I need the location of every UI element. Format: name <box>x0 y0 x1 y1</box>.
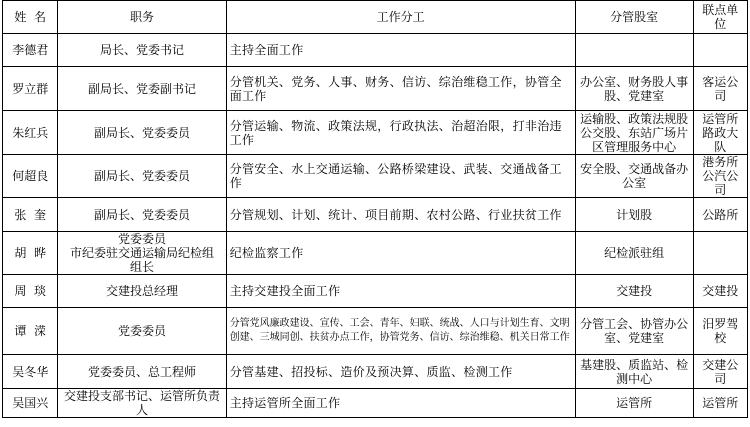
header-department: 分管股室 <box>575 1 693 34</box>
cell-contact-unit <box>693 232 747 275</box>
table-row <box>3 389 748 418</box>
cell-duty: 分管机关、党务、人事、财务、信访、综治维稳工作，协管全面工作 <box>226 67 575 111</box>
cell-contact-unit: 汨罗驾校 <box>693 308 747 355</box>
position-line: 交建投支部书记、运管所负责人 <box>64 389 221 417</box>
cell-name: 何超良 <box>3 155 58 198</box>
position-line: 局长、党委书记 <box>100 43 185 57</box>
cell-position <box>58 275 226 308</box>
cell-position <box>58 355 226 389</box>
position-line: 副局长、党委委员 <box>94 169 191 183</box>
header-position: 职务 <box>58 1 226 34</box>
cell-name: 周 琰 <box>3 275 58 308</box>
cell-contact-unit: 运管所 <box>693 389 747 418</box>
cell-position <box>58 198 226 232</box>
table-row <box>3 155 748 198</box>
table-row <box>3 232 748 275</box>
leadership-duty-table <box>2 0 748 418</box>
cell-department: 办公室、财务股人事股、党建室 <box>575 67 693 111</box>
position-line: 副局长、党委委员 <box>94 207 191 222</box>
cell-contact-unit: 交建公司 <box>693 355 747 389</box>
table-row <box>3 111 748 155</box>
cell-department: 交建投 <box>575 275 693 308</box>
cell-contact-unit: 公路所 <box>693 198 747 232</box>
cell-duty: 主持交建投全面工作 <box>226 275 575 308</box>
cell-duty: 分管规划、计划、统计、项目前期、农村公路、行业扶贫工作 <box>226 198 575 232</box>
cell-position <box>58 155 226 198</box>
cell-contact-unit: 港务所公汽公司 <box>693 155 747 198</box>
header-contact-unit: 联点单位 <box>693 1 747 34</box>
cell-duty: 分管安全、水上交通运输、公路桥梁建设、武装、交通战备工作 <box>226 155 575 198</box>
table-row <box>3 34 748 67</box>
cell-name: 吴冬华 <box>3 355 58 389</box>
cell-duty: 主持运管所全面工作 <box>226 389 575 418</box>
cell-name: 朱红兵 <box>3 111 58 155</box>
position-line: 党委委员、总工程师 <box>88 364 197 379</box>
cell-department: 基建股、质监站、检测中心 <box>575 355 693 389</box>
cell-duty: 纪检监察工作 <box>226 232 575 275</box>
table-row <box>3 67 748 111</box>
header-row <box>3 1 748 34</box>
cell-department: 运输股、政策法规股公交股、东站广场片区管理服务中心 <box>575 111 693 155</box>
cell-department <box>575 34 693 67</box>
cell-duty: 分管基建、招投标、造价及预决算、质监、检测工作 <box>226 355 575 389</box>
cell-duty: 分管党风廉政建设、宣传、工会、青年、妇联、统战、人口与计划生育、文明创建、三城同创、扶贫办点工作，协管党务、信访、综治维稳、机关日常工作 <box>226 308 575 355</box>
cell-contact-unit: 交建投 <box>693 275 747 308</box>
position-line: 党委委员 <box>118 232 167 246</box>
header-name: 姓 名 <box>3 1 58 34</box>
cell-contact-unit <box>693 34 747 67</box>
cell-department: 安全股、交通战备办公室 <box>575 155 693 198</box>
cell-name: 胡 晔 <box>3 232 58 275</box>
cell-position <box>58 67 226 111</box>
cell-department: 分管工会、协管办公室、党建室 <box>575 308 693 355</box>
cell-contact-unit: 客运公司 <box>693 67 747 111</box>
table-row <box>3 198 748 232</box>
cell-name: 吴国兴 <box>3 389 58 418</box>
cell-name: 张 奎 <box>3 198 58 232</box>
cell-name: 李德君 <box>3 34 58 67</box>
cell-contact-unit: 运管所路政大队 <box>693 111 747 155</box>
cell-name: 罗立群 <box>3 67 58 111</box>
cell-department: 计划股 <box>575 198 693 232</box>
cell-department: 运管所 <box>575 389 693 418</box>
cell-duty: 分管运输、物流、政策法规，行政执法、治超治限，打非治违工作 <box>226 111 575 155</box>
cell-position <box>58 34 226 67</box>
cell-department: 纪检派驻组 <box>575 232 693 275</box>
cell-duty: 主持全面工作 <box>226 34 575 67</box>
cell-position <box>58 389 226 418</box>
position-line: 副局长、党委副书记 <box>88 81 197 96</box>
header-duty: 工作分工 <box>226 1 575 34</box>
table-row <box>3 275 748 308</box>
cell-position <box>58 232 226 275</box>
table-row <box>3 308 748 355</box>
position-line: 交建投总经理 <box>106 284 179 298</box>
cell-name: 谭 溁 <box>3 308 58 355</box>
table-row <box>3 355 748 389</box>
position-line: 组长 <box>130 260 155 274</box>
position-line: 党委委员 <box>118 324 167 338</box>
position-line: 副局长、党委委员 <box>94 125 191 140</box>
cell-position <box>58 308 226 355</box>
cell-position <box>58 111 226 155</box>
position-line: 市纪委驻交通运输局纪检组 <box>70 246 215 260</box>
